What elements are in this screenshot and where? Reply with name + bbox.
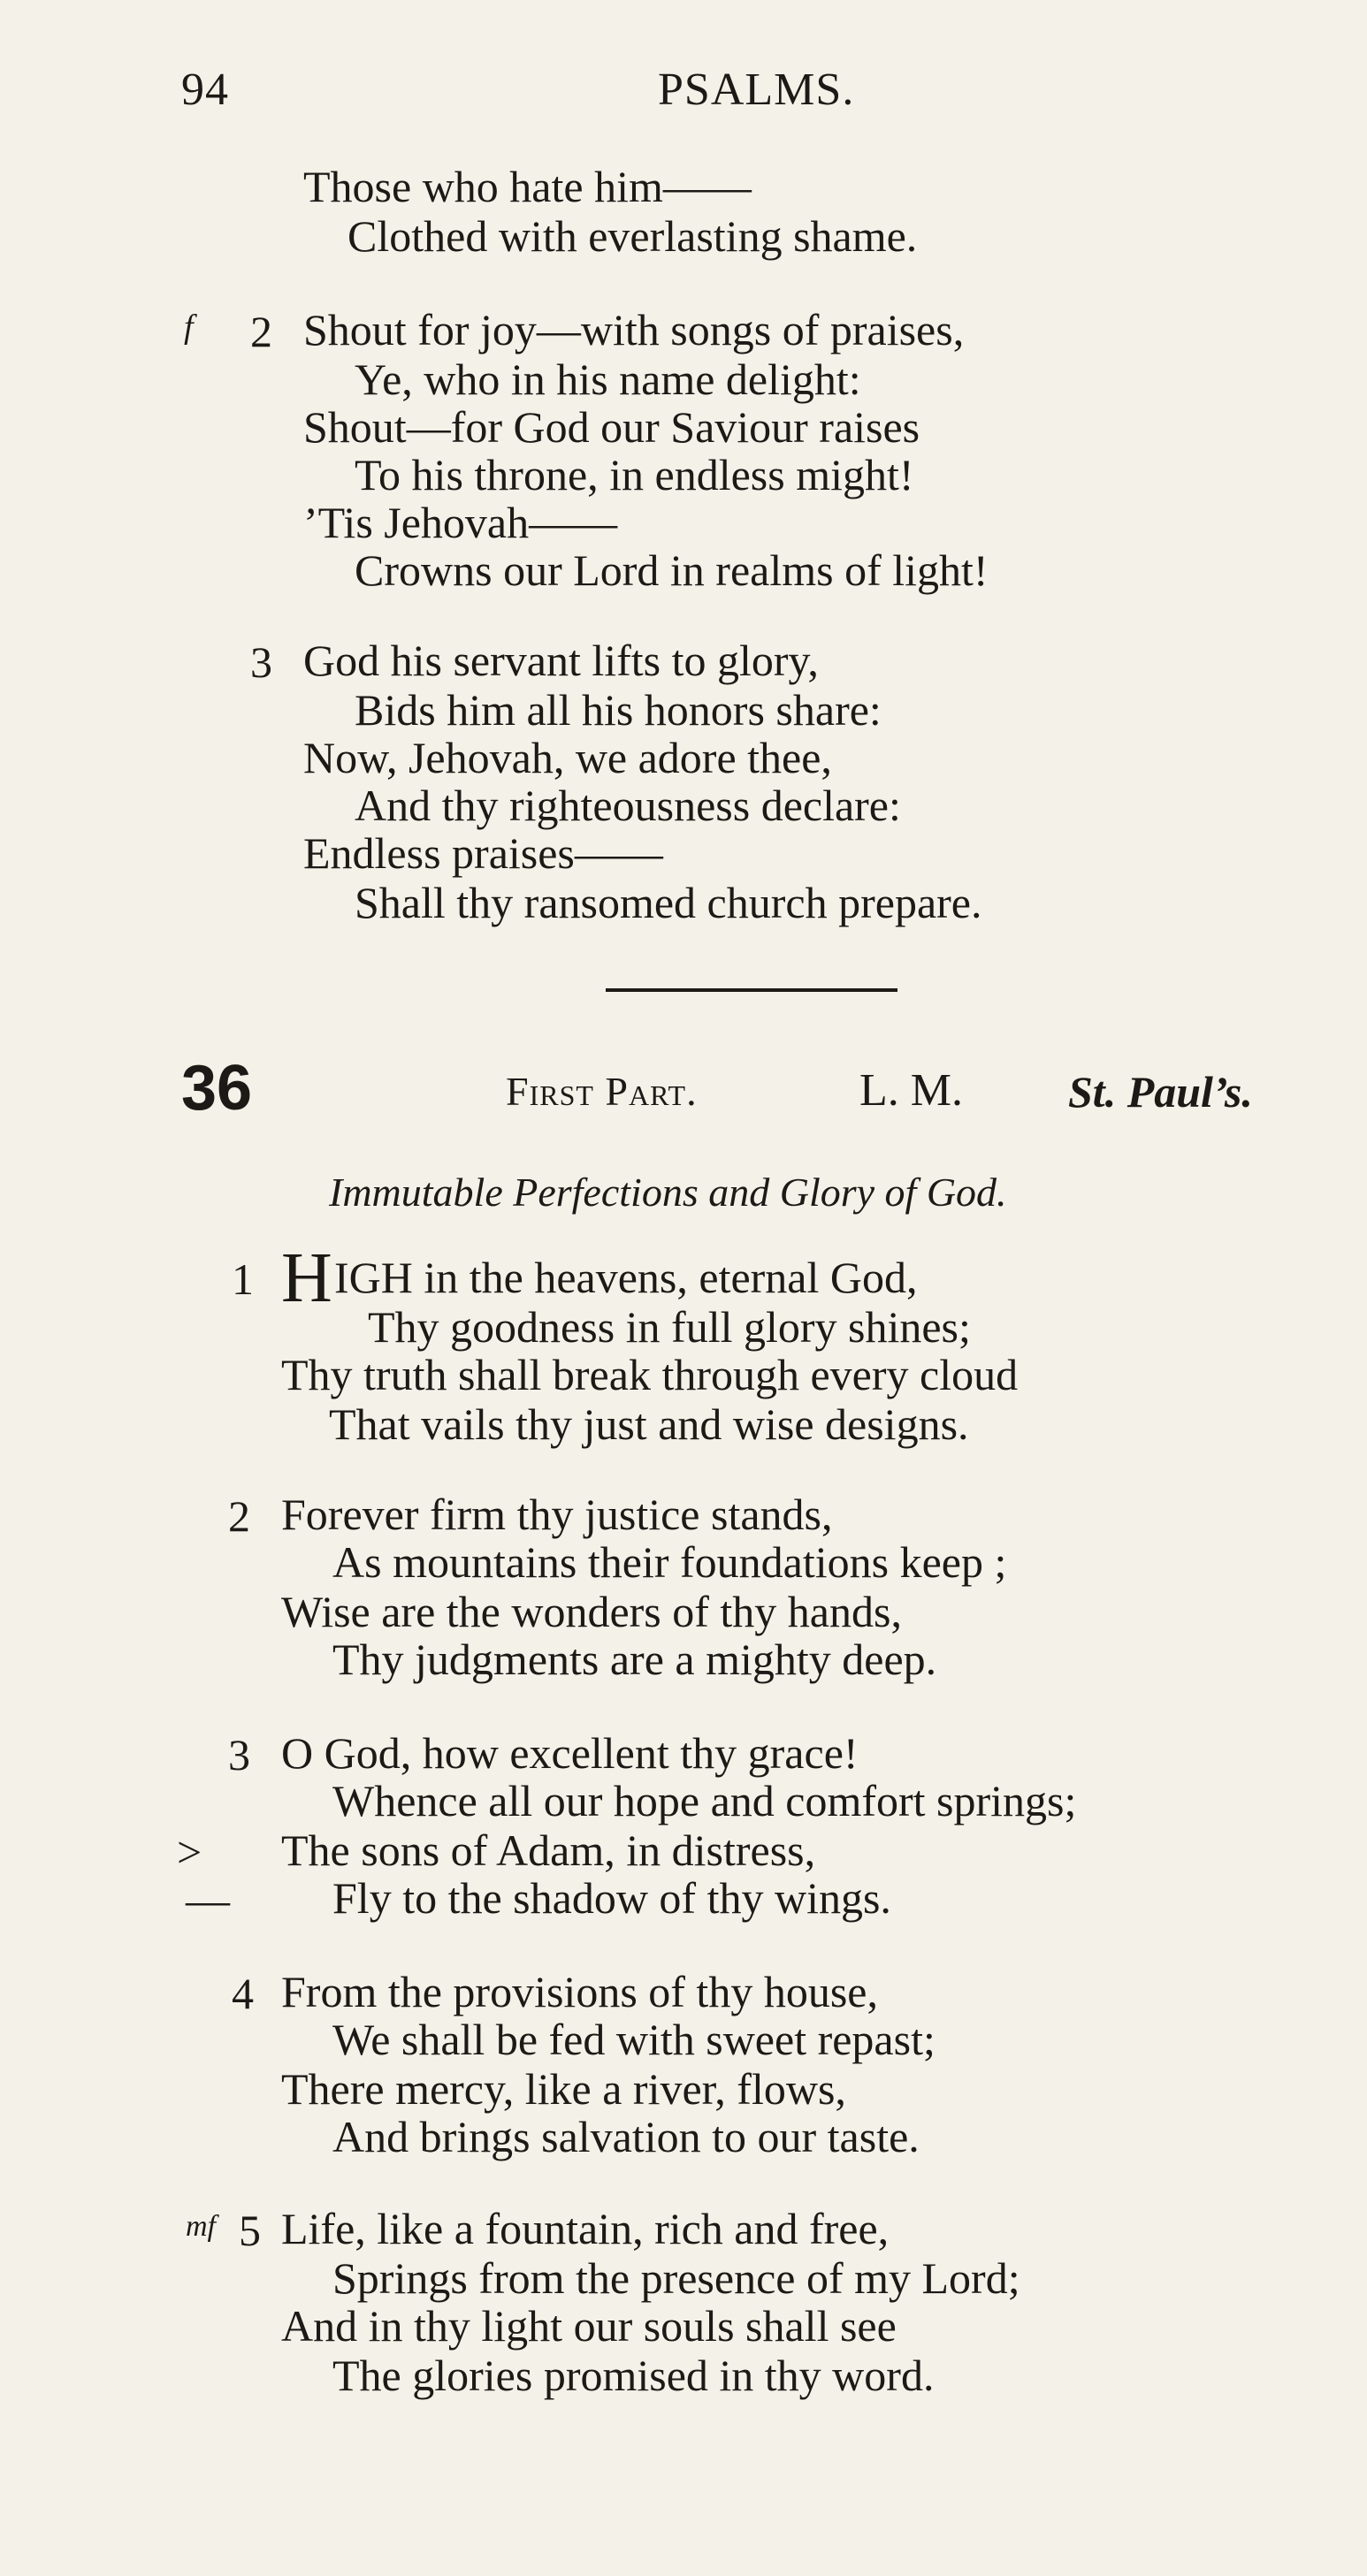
stanza-number: 4 <box>232 1969 254 2018</box>
verse-line: ’Tis Jehovah—— <box>303 498 618 547</box>
stanza-number: 5 <box>239 2206 261 2255</box>
verse-line: Clothed with everlasting shame. <box>347 211 918 261</box>
verse-line: Now, Jehovah, we adore thee, <box>303 733 832 782</box>
hymn-part: First Part. <box>506 1069 698 1114</box>
verse-line: Ye, who in his name delight: <box>355 354 861 404</box>
hymn-subtitle: Immutable Perfections and Glory of God. <box>329 1170 1007 1215</box>
verse-line: And in thy light our souls shall see <box>281 2301 897 2351</box>
dynamic-mark: f <box>184 309 194 346</box>
verse-line: Wise are the wonders of thy hands, <box>281 1587 902 1636</box>
verse-line: Springs from the presence of my Lord; <box>332 2253 1020 2303</box>
crescendo-mark: > <box>177 1827 202 1877</box>
dynamic-mark: mf <box>186 2210 216 2243</box>
hymn-meter: L. M. <box>859 1065 963 1116</box>
verse-line: Thy truth shall break through every cloud <box>281 1350 1019 1399</box>
verse-line: Endless praises—— <box>303 828 663 878</box>
verse-line: Life, like a fountain, rich and free, <box>281 2204 890 2253</box>
verse-line: We shall be fed with sweet repast; <box>332 2015 936 2064</box>
verse-line: The glories promised in thy word. <box>332 2351 935 2400</box>
drop-cap: H <box>281 1239 332 1317</box>
verse-line: Forever firm thy justice stands, <box>281 1490 833 1539</box>
stanza-number: 2 <box>250 307 272 356</box>
verse-line: Those who hate him—— <box>303 162 752 211</box>
verse-line: To his throne, in endless might! <box>355 450 914 499</box>
stanza-number: 3 <box>250 637 272 687</box>
running-title: PSALMS. <box>658 65 855 115</box>
verse-line: As mountains their foundations keep ; <box>332 1537 1007 1587</box>
verse-line: Shout for joy—with songs of praises, <box>303 305 965 354</box>
section-divider <box>606 988 897 992</box>
verse-line: And brings salvation to our taste. <box>332 2112 920 2161</box>
verse-line: The sons of Adam, in distress, <box>281 1825 816 1875</box>
stanza-number: 3 <box>228 1730 250 1780</box>
hymn-number: 36 <box>181 1053 253 1124</box>
verse-line: From the provisions of thy house, <box>281 1967 878 2016</box>
verse-line: Shall thy ransomed church prepare. <box>355 878 982 927</box>
verse-line: Thy goodness in full glory shines; <box>368 1302 971 1352</box>
verse-line: That vails thy just and wise designs. <box>329 1399 969 1449</box>
stanza-number: 1 <box>232 1254 254 1304</box>
verse-line: IGH in the heavens, eternal God, <box>334 1253 918 1302</box>
verse-line: And thy righteousness declare: <box>355 781 901 830</box>
tune-name: St. Paul’s. <box>1068 1067 1253 1117</box>
verse-line: Bids him all his honors share: <box>355 685 882 735</box>
stanza-number: 2 <box>228 1491 250 1541</box>
page-number: 94 <box>181 65 229 115</box>
verse-line: There mercy, like a river, flows, <box>281 2064 846 2114</box>
verse-line: God his servant lifts to glory, <box>303 636 819 685</box>
verse-line: Whence all our hope and comfort springs; <box>332 1776 1077 1825</box>
verse-line: Shout—for God our Saviour raises <box>303 402 920 452</box>
verse-line: Crowns our Lord in realms of light! <box>355 545 989 595</box>
verse-line: Thy judgments are a mighty deep. <box>332 1635 937 1684</box>
verse-line: Fly to the shadow of thy wings. <box>332 1873 891 1923</box>
verse-line: O God, how excellent thy grace! <box>281 1728 859 1778</box>
dash-mark: — <box>186 1875 230 1924</box>
